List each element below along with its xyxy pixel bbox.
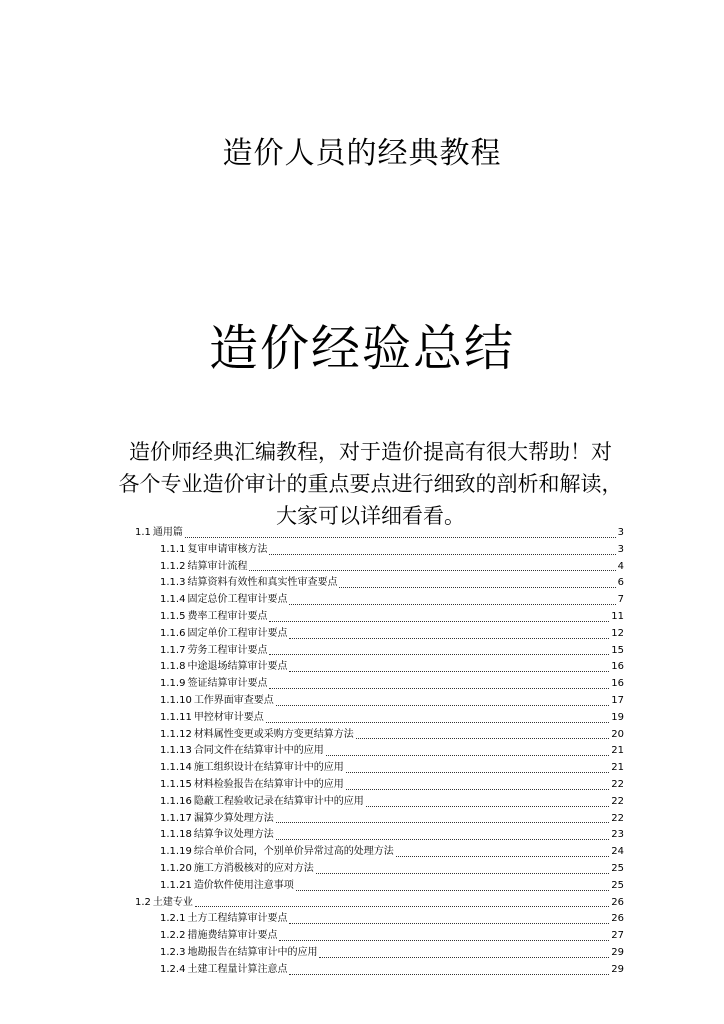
toc-dot-leader — [289, 671, 609, 672]
toc-entry[interactable] — [0, 542, 724, 559]
toc-entry-number: 1.1 — [135, 527, 151, 538]
toc-dot-leader — [266, 722, 609, 723]
toc-entry-title: 漏算少算处理方法 — [193, 812, 274, 824]
toc-entry-number: 1.2 — [135, 896, 151, 908]
toc-entry-title: 材料检验报告在结算审计中的应用 — [193, 778, 344, 790]
toc-entry-number: 1.1.2 — [160, 560, 186, 572]
toc-dot-leader — [316, 873, 609, 874]
toc-entry-number: 1.1.6 — [160, 627, 186, 639]
toc-entry-page: 23 — [611, 829, 624, 841]
toc-dot-leader — [185, 537, 616, 538]
document-subtitle: 造价人员的经典教程 — [222, 136, 502, 171]
toc-dot-leader — [276, 705, 609, 706]
toc-entry-page: 19 — [611, 711, 624, 723]
toc-entry[interactable] — [0, 878, 724, 895]
toc-dot-leader — [326, 755, 609, 756]
toc-dot-leader — [276, 822, 609, 823]
toc-entry-title: 地勘报告在结算审计中的应用 — [187, 946, 318, 958]
toc-entry-page: 20 — [611, 728, 624, 740]
toc-entry[interactable] — [0, 525, 724, 542]
toc-entry-number: 1.1.11 — [160, 711, 192, 723]
toc-entry-page: 26 — [611, 913, 624, 925]
toc-entry-title: 费率工程审计要点 — [187, 610, 268, 622]
toc-entry-page: 22 — [611, 812, 624, 824]
toc-dot-leader — [269, 554, 615, 555]
table-of-contents — [0, 525, 724, 979]
toc-entry[interactable] — [0, 643, 724, 660]
toc-dot-leader — [319, 957, 609, 958]
toc-entry-number: 1.1.15 — [160, 778, 192, 790]
toc-entry-page: 21 — [611, 762, 624, 774]
toc-entry-page: 3 — [617, 527, 624, 538]
toc-entry-number: 1.1.5 — [160, 610, 186, 622]
toc-entry[interactable] — [0, 827, 724, 844]
toc-entry[interactable] — [0, 811, 724, 828]
toc-entry-number: 1.2.1 — [160, 913, 186, 925]
toc-entry-page: 22 — [611, 795, 624, 807]
toc-dot-leader — [289, 604, 615, 605]
toc-entry-page: 26 — [611, 896, 624, 908]
toc-entry-page: 25 — [611, 862, 624, 874]
toc-entry[interactable] — [0, 911, 724, 928]
toc-entry-page: 16 — [611, 678, 624, 690]
toc-entry[interactable] — [0, 693, 724, 710]
toc-entry-title: 措施费结算审计要点 — [187, 930, 278, 942]
toc-dot-leader — [195, 906, 609, 907]
toc-entry-number: 1.2.3 — [160, 946, 186, 958]
toc-entry-number: 1.2.4 — [160, 963, 186, 975]
toc-entry-title: 工作界面审查要点 — [193, 694, 274, 706]
toc-entry-page: 22 — [611, 778, 624, 790]
toc-dot-leader — [396, 856, 609, 857]
toc-entry-page: 15 — [611, 644, 624, 656]
toc-entry[interactable] — [0, 928, 724, 945]
toc-dot-leader — [366, 806, 609, 807]
toc-entry-number: 1.1.20 — [160, 862, 192, 874]
toc-entry-page: 27 — [611, 930, 624, 942]
toc-entry-page: 11 — [611, 610, 624, 622]
toc-entry[interactable] — [0, 710, 724, 727]
toc-entry[interactable] — [0, 659, 724, 676]
toc-entry-number: 1.1.1 — [160, 543, 186, 555]
toc-entry-title: 签证结算审计要点 — [187, 678, 268, 690]
toc-entry[interactable] — [0, 945, 724, 962]
toc-dot-leader — [339, 587, 615, 588]
toc-entry-title: 土方工程结算审计要点 — [187, 913, 288, 925]
toc-entry-title: 复审申请审核方法 — [187, 543, 268, 555]
toc-entry[interactable] — [0, 794, 724, 811]
toc-entry[interactable] — [0, 844, 724, 861]
toc-dot-leader — [269, 654, 609, 655]
toc-entry-page: 29 — [611, 963, 624, 975]
toc-entry-title: 综合单价合同，个别单价异常过高的处理方法 — [193, 846, 394, 858]
toc-entry[interactable] — [0, 743, 724, 760]
toc-entry[interactable] — [0, 861, 724, 878]
toc-dot-leader — [249, 570, 615, 571]
intro-paragraph — [108, 436, 633, 532]
toc-entry[interactable] — [0, 676, 724, 693]
toc-entry-title: 施工方消极核对的应对方法 — [193, 862, 314, 874]
toc-entry-number: 1.1.17 — [160, 812, 192, 824]
toc-entry[interactable] — [0, 626, 724, 643]
toc-entry-number: 1.1.3 — [160, 577, 186, 589]
intro-line: 各个专业造价审计的重点要点进行细致的剖析和解读， — [118, 472, 623, 496]
toc-entry[interactable] — [0, 962, 724, 979]
toc-entry-title: 合同文件在结算审计中的应用 — [193, 745, 324, 757]
toc-entry-title: 固定单价工程审计要点 — [187, 627, 288, 639]
toc-entry-number: 1.1.10 — [160, 694, 192, 706]
toc-entry-number: 1.1.18 — [160, 829, 192, 841]
toc-entry-page: 29 — [611, 946, 624, 958]
toc-entry-number: 1.1.14 — [160, 762, 192, 774]
toc-entry-page: 25 — [611, 879, 624, 891]
toc-entry-title: 材料属性变更或采购方变更结算方法 — [193, 728, 354, 740]
toc-entry-title: 通用篇 — [152, 527, 183, 538]
toc-dot-leader — [269, 688, 609, 689]
toc-entry-number: 1.1.8 — [160, 661, 186, 673]
document-title: 造价经验总结 — [208, 320, 515, 377]
toc-entry-title: 结算审计流程 — [187, 560, 248, 572]
toc-entry-title: 造价软件使用注意事项 — [193, 879, 294, 891]
toc-entry-title: 甲控材审计要点 — [193, 711, 264, 723]
toc-dot-leader — [276, 839, 609, 840]
toc-entry[interactable] — [0, 559, 724, 576]
toc-entry-title: 施工组织设计在结算审计中的应用 — [193, 762, 344, 774]
intro-line: 造价师经典汇编教程，对于造价提高有很大帮助！对 — [129, 440, 612, 464]
toc-entry[interactable] — [0, 760, 724, 777]
toc-entry-page: 3 — [617, 543, 624, 555]
toc-dot-leader — [289, 974, 609, 975]
toc-entry-number: 1.1.19 — [160, 846, 192, 858]
toc-entry-title: 结算争议处理方法 — [193, 829, 274, 841]
toc-entry-number: 1.1.4 — [160, 594, 186, 606]
toc-entry-page: 12 — [611, 627, 624, 639]
toc-dot-leader — [289, 923, 609, 924]
toc-entry-title: 中途退场结算审计要点 — [187, 661, 288, 673]
toc-entry[interactable] — [0, 895, 724, 912]
toc-entry[interactable] — [0, 575, 724, 592]
toc-entry-title: 劳务工程审计要点 — [187, 644, 268, 656]
toc-entry-number: 1.1.16 — [160, 795, 192, 807]
toc-entry-title: 固定总价工程审计要点 — [187, 594, 288, 606]
toc-dot-leader — [356, 738, 609, 739]
toc-entry-page: 4 — [617, 560, 624, 572]
toc-entry[interactable] — [0, 727, 724, 744]
toc-dot-leader — [296, 890, 609, 891]
toc-entry-number: 1.1.13 — [160, 745, 192, 757]
toc-entry-number: 1.1.9 — [160, 678, 186, 690]
toc-entry-number: 1.2.2 — [160, 930, 186, 942]
toc-entry-number: 1.1.12 — [160, 728, 192, 740]
toc-entry-page: 24 — [611, 846, 624, 858]
toc-entry-page: 7 — [617, 594, 624, 606]
toc-dot-leader — [289, 638, 609, 639]
toc-dot-leader — [269, 621, 609, 622]
intro-line: 大家可以详细看看。 — [276, 504, 465, 528]
toc-entry-title: 结算资料有效性和真实性审查要点 — [187, 577, 338, 589]
toc-entry-title: 隐蔽工程验收记录在结算审计中的应用 — [193, 795, 364, 807]
toc-entry-title: 土建专业 — [152, 896, 193, 908]
toc-entry-title: 土建工程量计算注意点 — [187, 963, 288, 975]
toc-entry[interactable] — [0, 777, 724, 794]
toc-dot-leader — [346, 789, 609, 790]
toc-dot-leader — [279, 940, 609, 941]
toc-entry-number: 1.1.21 — [160, 879, 192, 891]
toc-entry-number: 1.1.7 — [160, 644, 186, 656]
toc-entry-page: 17 — [611, 694, 624, 706]
toc-entry-page: 21 — [611, 745, 624, 757]
toc-entry-page: 6 — [617, 577, 624, 589]
toc-dot-leader — [346, 772, 609, 773]
toc-entry[interactable] — [0, 592, 724, 609]
toc-entry-page: 16 — [611, 661, 624, 673]
toc-entry[interactable] — [0, 609, 724, 626]
